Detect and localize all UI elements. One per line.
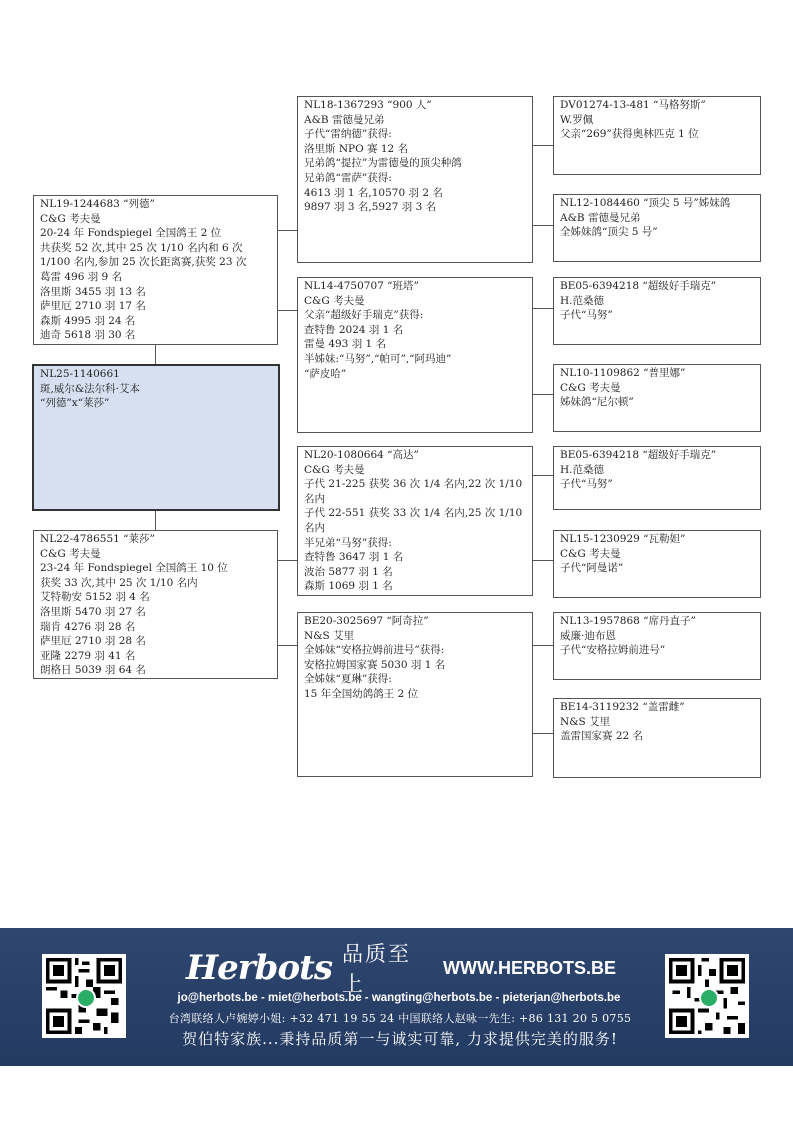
connector-ss-children-b: [533, 225, 553, 226]
pedigree-line: H.范桑德: [560, 294, 604, 307]
pedigree-line: 朗格日 5039 羽 64 名: [40, 664, 146, 677]
pedigree-dam-box: [33, 530, 278, 679]
pedigree-line: 半姊妹:“马努”,“帕可”,“阿玛迪”: [304, 352, 452, 365]
pigeon-ring-name: DV01274-13-481 “马格努斯”: [560, 99, 706, 111]
pedigree-sire-box: [33, 195, 278, 345]
pedigree-line: 父亲“超级好手瑞克”获得:: [304, 309, 424, 322]
pedigree-line: 获奖 33 次,其中 25 次 1/10 名内: [40, 576, 198, 589]
pedigree-line: 姊妹鸽“尼尔顿”: [560, 396, 634, 409]
pedigree-line: 15 年全国幼鸽鸽王 2 位: [304, 687, 419, 700]
pedigree-line: 盖雷国家赛 22 名: [560, 730, 644, 743]
pedigree-line: 雷曼 493 羽 1 名: [304, 338, 387, 351]
pedigree-line: 子代 21-225 获奖 36 次 1/4 名内,22 次 1/10 名内: [304, 478, 523, 505]
pedigree-line: 迪奇 5618 羽 30 名: [40, 329, 136, 342]
pedigree-line: 23-24 年 Fondspiegel 全国鸽王 10 位: [40, 562, 228, 575]
pedigree-line: “列德”x“莱莎”: [40, 397, 110, 410]
footer-banner: [0, 928, 793, 1066]
connector-sd-children-b: [533, 394, 553, 395]
pedigree-line: C&G 考夫曼: [560, 547, 621, 560]
pedigree-line: C&G 考夫曼: [40, 547, 101, 560]
pigeon-ring-name: NL14-4750707 “班塔”: [304, 280, 419, 292]
pedigree-dam-dam-box: [297, 612, 533, 777]
pigeon-ring-name: BE20-3025697 “阿奇拉”: [304, 615, 429, 627]
pigeon-ring-name: NL19-1244683 “列德”: [40, 198, 155, 210]
pedigree-line: 子代“马努”: [560, 478, 613, 491]
pedigree-line: 安格拉姆国家赛 5030 羽 1 名: [304, 658, 446, 671]
pedigree-line: 全姊妹“安格拉姆前进号”获得:: [304, 644, 445, 657]
pedigree-line: 葛雷 496 羽 9 名: [40, 270, 123, 283]
pedigree-line: 萨里厄 2710 羽 28 名: [40, 635, 146, 648]
pedigree-line: 全姊妹“夏琳”获得:: [304, 673, 392, 686]
pedigree-line: 波治 5877 羽 1 名: [304, 565, 393, 578]
pedigree-line: 洛里斯 3455 羽 13 名: [40, 285, 146, 298]
pedigree-line: N&S 艾里: [304, 629, 355, 642]
pigeon-ring-name: NL12-1084460 “顶尖 5 号”姊妹鸽: [560, 197, 731, 209]
website-link[interactable]: WWW.HERBOTS.BE: [443, 957, 616, 978]
brand-slogan: 品质至上: [341, 942, 411, 996]
pedigree-line: 兄弟鸽“提拉”为雷德曼的顶尖种鸽: [304, 157, 462, 170]
pedigree-line: 威廉·迪布恩: [560, 629, 616, 642]
pedigree-dsd-box: [553, 530, 761, 598]
connector-dam-parents: [278, 560, 297, 561]
pigeon-ring-name: NL20-1080664 “高达”: [304, 449, 419, 461]
pedigree-line: 20-24 年 Fondspiegel 全国鸽王 2 位: [40, 227, 222, 240]
pedigree-subject-box: [32, 364, 280, 511]
pedigree-line: 萨里厄 2710 羽 17 名: [40, 300, 146, 313]
pedigree-line: N&S 艾里: [560, 715, 611, 728]
pedigree-line: 子代“雷纳德”获得:: [304, 128, 392, 141]
pedigree-sss-box: [553, 96, 761, 175]
pedigree-line: 共获奖 52 次,其中 25 次 1/10 名内和 6 次 1/100 名内,参加 25 次长距离赛,获奖 23 次: [40, 241, 247, 269]
pedigree-sdd-box: [553, 364, 761, 432]
pedigree-line: C&G 考夫曼: [304, 294, 365, 307]
pedigree-sds-box: [553, 277, 761, 345]
connector-sire-subject: [155, 345, 156, 364]
pedigree-line: 洛里斯 5470 羽 27 名: [40, 605, 146, 618]
pedigree-sire-dam-box: [297, 277, 533, 433]
footer-tagline: 贺伯特家族...秉持品质第一与诚实可靠, 力求提供完美的服务!: [182, 1030, 618, 1048]
qr-code-right: [665, 954, 749, 1038]
pedigree-line: 艾特勒安 5152 羽 4 名: [40, 591, 150, 604]
pedigree-line: “萨皮哈”: [304, 367, 347, 380]
wechat-badge-icon: [699, 988, 719, 1008]
brand-row: [186, 942, 616, 996]
connector-ds-children: [533, 475, 553, 476]
connector-sd-children: [533, 308, 553, 309]
pedigree-line: 半兄弟“马努”获得:: [304, 536, 392, 549]
pedigree-line: 斑,威尔&法尔科·艾本: [40, 382, 141, 395]
pedigree-line: 兄弟鸽“雷萨”获得:: [304, 171, 392, 184]
pigeon-ring-name: BE05-6394218 “超级好手瑞克”: [560, 280, 717, 292]
pedigree-line: 子代“马努”: [560, 309, 613, 322]
pedigree-line: C&G 考夫曼: [40, 212, 101, 225]
pedigree-line: 9897 羽 3 名,5927 羽 3 名: [304, 201, 437, 214]
pedigree-line: 森斯 4995 羽 24 名: [40, 314, 136, 327]
pigeon-ring-name: NL18-1367293 “900 人”: [304, 99, 432, 111]
pedigree-line: 洛里斯 NPO 赛 12 名: [304, 142, 409, 155]
pigeon-ring-name: NL25-1140661: [40, 368, 120, 380]
connector-ss-children: [533, 145, 553, 146]
connector-dd-children-b: [533, 733, 553, 734]
pedigree-line: 4613 羽 1 名,10570 羽 2 名: [304, 186, 443, 199]
pedigree-line: 子代 22-551 获奖 33 次 1/4 名内,25 次 1/10 名内: [304, 507, 523, 534]
connector-sire-parents: [278, 230, 297, 231]
pigeon-ring-name: BE14-3119232 “盖雷雌”: [560, 701, 685, 713]
pigeon-ring-name: BE05-6394218 “超级好手瑞克”: [560, 449, 717, 461]
pedigree-line: 森斯 1069 羽 1 名: [304, 580, 393, 593]
contact-emails[interactable]: jo@herbots.be - miet@herbots.be - wangting@herbots.be - pieterjan@herbots.be: [177, 992, 621, 1004]
pedigree-line: C&G 考夫曼: [304, 463, 365, 476]
pedigree-dds-box: [553, 612, 761, 680]
pedigree-sire-sire-box: [297, 96, 533, 263]
pedigree-line: H.范桑德: [560, 463, 604, 476]
contact-phones: 台湾联络人卢婉婷小姐: +32 471 19 55 24 中国联络人赵咏一先生: +86 131 20 5 0755: [168, 1012, 632, 1025]
pedigree-line: 亚隆 2279 羽 41 名: [40, 649, 136, 662]
pedigree-line: 子代“安格拉姆前进号”: [560, 644, 666, 657]
pedigree-line: 父亲“269”获得奥林匹克 1 位: [560, 128, 699, 141]
pedigree-line: A&B 雷德曼兄弟: [304, 113, 385, 126]
pedigree-line: A&B 雷德曼兄弟: [560, 211, 641, 224]
pigeon-ring-name: NL15-1230929 “瓦勒妲”: [560, 533, 686, 545]
pedigree-line: 瑞肯 4276 羽 28 名: [40, 620, 136, 633]
pedigree-dam-sire-box: [297, 446, 533, 596]
connector-dam-parents-b: [278, 645, 297, 646]
connector-dd-children: [533, 645, 553, 646]
pedigree-line: 查特鲁 3647 羽 1 名: [304, 551, 404, 564]
connector-ds-children-b: [533, 560, 553, 561]
pedigree-line: W.罗佩: [560, 113, 594, 126]
pedigree-line: 全姊妹鸽“顶尖 5 号”: [560, 226, 658, 239]
pigeon-ring-name: NL10-1109862 “普里娜”: [560, 367, 686, 379]
pedigree-dss-box: [553, 446, 761, 510]
pigeon-ring-name: NL22-4786551 “莱莎”: [40, 533, 155, 545]
qr-badge-icon: [76, 988, 96, 1008]
pedigree-line: 子代“阿曼诺”: [560, 562, 624, 575]
pedigree-ddd-box: [553, 698, 761, 778]
pedigree-ssd-box: [553, 194, 761, 262]
herbots-logo: Herbots: [186, 948, 332, 988]
qr-code-left: [42, 954, 126, 1038]
pedigree-line: C&G 考夫曼: [560, 381, 621, 394]
pigeon-ring-name: NL13-1957868 “席丹直子”: [560, 615, 696, 627]
connector-sire-parents-b: [278, 310, 297, 311]
connector-subject-dam: [155, 511, 156, 530]
pedigree-line: 查特鲁 2024 羽 1 名: [304, 323, 404, 336]
